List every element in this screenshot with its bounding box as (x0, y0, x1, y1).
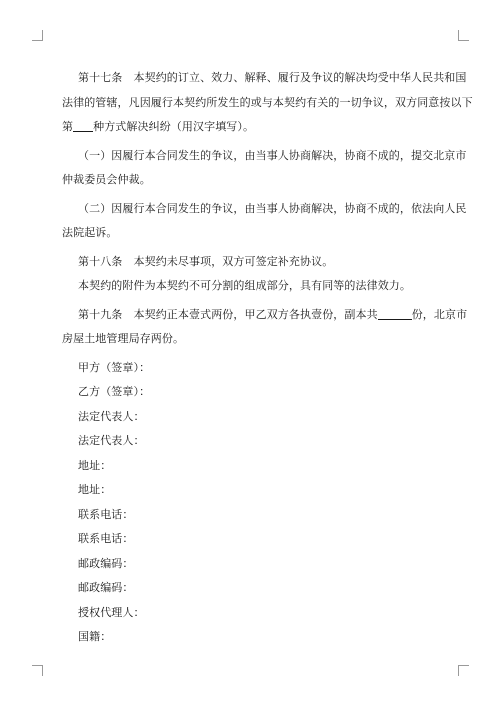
article-19-line-2: 房屋土地管理局存两份。 (62, 332, 185, 345)
option-1-line-2: 仲裁委员会仲裁。 (62, 173, 151, 186)
article-18: 第十八条 本契约未尽事项，双方可签定补充协议。 (78, 254, 334, 268)
address-field-a: 地址： (78, 458, 112, 472)
crop-mark-top-left (32, 30, 43, 41)
phone-field-a: 联系电话： (78, 507, 134, 521)
postal-code-field-a: 邮政编码： (78, 556, 134, 570)
crop-mark-top-right (458, 30, 469, 41)
article-17-line-3-suffix: 种方式解决纠纷（用汉字填写）。 (93, 120, 255, 133)
article-17-line-3 (62, 115, 446, 140)
method-blank[interactable] (73, 119, 93, 132)
document-body (62, 66, 473, 650)
party-a-signature-field: 甲方（签章）： (78, 360, 151, 374)
article-19-line-1-suffix: 份，北京市 (411, 307, 468, 321)
article-17-line-2: 法律的管辖，凡因履行本契约所发生的或与本契约有关的一切争议，双方同意按以下 (62, 95, 473, 109)
nationality-field: 国籍： (78, 630, 112, 643)
copies-blank[interactable] (378, 307, 412, 320)
article-17-line-1: 第十七条 本契约的订立、效力、解释、履行及争议的解决均受中华人民共和国 (78, 71, 467, 84)
address-field-b: 地址： (78, 483, 112, 496)
article-19-line-1-prefix: 第十九条 本契约正本壹式两份，甲乙双方各执壹份，副本共 (78, 307, 378, 321)
phone-field-b: 联系电话： (78, 532, 134, 545)
option-2-line-1: （二）因履行本合同发生的争议，由当事人协商解决，协商不成的，依法向人民 (78, 201, 467, 215)
party-b-signature-field: 乙方（签章）： (78, 385, 151, 398)
authorized-agent-field: 授权代理人： (78, 605, 145, 619)
crop-mark-bottom-right (458, 665, 469, 676)
legal-representative-field-a: 法定代表人： (78, 409, 145, 423)
article-17-line-3-prefix: 第 (62, 120, 74, 133)
crop-mark-bottom-left (32, 665, 43, 676)
legal-representative-field-b: 法定代表人： (78, 434, 145, 447)
option-2-line-2: 法院起诉。 (62, 226, 118, 239)
postal-code-field-b: 邮政编码： (78, 581, 134, 594)
article-19-line-1 (62, 303, 468, 328)
option-1-line-1: （一）因履行本合同发生的争议，由当事人协商解决，协商不成的，提交北京市 (78, 148, 467, 162)
annex-clause: 本契约的附件为本契约不可分割的组成部分，具有同等的法律效力。 (78, 279, 411, 292)
